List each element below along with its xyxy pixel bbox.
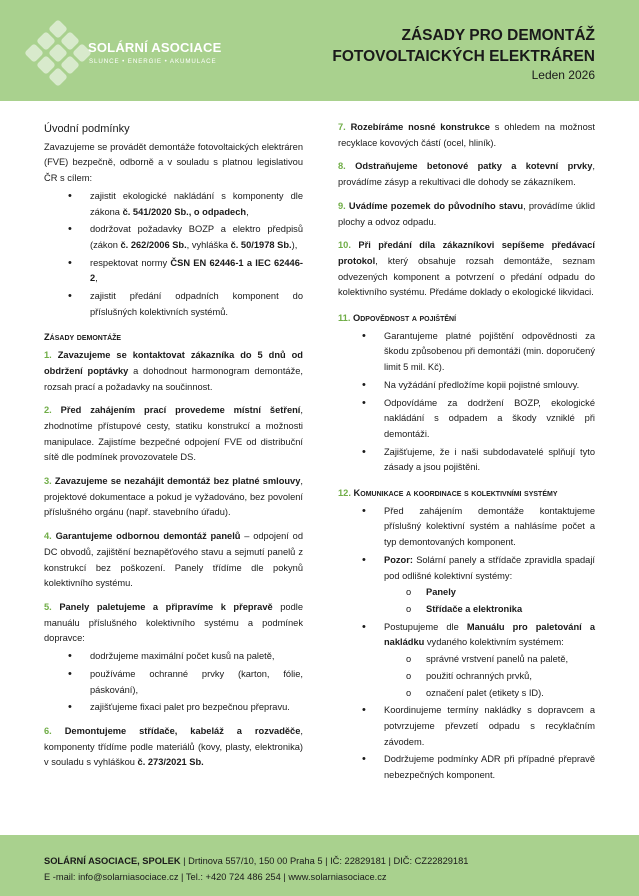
item-5-bullet-1: • dodržujeme maximální počet kusů na paletě, (68, 649, 303, 665)
communication-heading: 12. Komunikace a koordinace s kolektivními systémy (338, 488, 558, 499)
item-2: 2. Před zahájením prací provedeme místní šetření, zhodnotíme přístupové cesty, statiku konstrukcí a možnosti manipulace. Zajistíme bezpečné odpojení FVE od distribuční sítě dle podmínek provozovatele DS. (44, 405, 303, 463)
document-date: Leden 2026 (531, 68, 595, 82)
brand-tagline: SLUNCE • ENERGIE • AKUMULACE (89, 58, 217, 65)
intro-bullet-1: • zajistit ekologické nakládání s komponenty dle zákona č. 541/2020 Sb., o odpadech, (68, 189, 303, 220)
communication-bullet-4: • Koordinujeme termíny nakládky s dopravcem a potvrzujeme převzetí odpadu s recyklačním závodem. (362, 703, 595, 750)
right-column (338, 120, 595, 786)
item-10: 10. Při předání díla zákazníkovi sepíšeme předávací protokol, který obsahuje rozsah demontáže, seznam odvezených komponent a potvrzení o předání odpadu do kolektivního systému. Předáme doklady o ekologické likvidaci. (338, 240, 595, 298)
intro-text: Zavazujeme se provádět demontáže fotovoltaických elektráren (FVE) bezpečně, odborně a v souladu s platnou legislativou ČR s cílem: (44, 141, 303, 184)
liability-bullet-3: • Odpovídáme za dodržení BOZP, ekologické nakládání s odpadem a škody vzniklé při demontáži. (362, 396, 595, 443)
intro-bullet-3: • respektovat normy ČSN EN 62446-1 a IEC 62446-2, (68, 256, 303, 287)
item-5-bullet-3: • zajišťujeme fixaci palet pro bezpečnou přepravu. (68, 700, 303, 716)
liability-heading: 11. Odpovědnost a pojištění (338, 313, 457, 324)
item-3: 3. Zavazujeme se nezahájit demontáž bez platné smlouvy, projektové dokumentace a pokud je vyžadováno, bez povolení příslušného orgánu (např. stavebního úřadu). (44, 476, 303, 518)
intro-heading: Úvodní podmínky (44, 123, 130, 135)
item-7: 7. Rozebíráme nosné konstrukce s ohledem na možnost recyklace kovových částí (ocel, hliník). (338, 122, 595, 148)
sub-item-protection: o použití ochranných prvků, (406, 669, 595, 685)
communication-bullet-5: • Dodržujeme podmínky ADR při případné přepravě nebezpečných komponent. (362, 752, 595, 783)
communication-bullet-3: • Postupujeme dle Manuálu pro paletování a nakládku vydaného kolektivním systémem: o správné vrstvení panelů na paletě, o použití ochranných prvků, o označení palet (etikety s ID). (362, 620, 595, 702)
intro-bullet-2: • dodržovat požadavky BOZP a elektro předpisů (zákon č. 262/2006 Sb., vyhláška č. 50/1978 Sb.), (68, 222, 303, 253)
item-4: 4. Garantujeme odbornou demontáž panelů – odpojení od DC obvodů, zajištění beznapěťového stavu a sejmutí panelů z konstrukcí bez poškození. Panely třídíme dle pokynů kolektivního systému. (44, 531, 303, 589)
sub-item-panels: o Panely (406, 585, 595, 601)
brand-name: SOLÁRNÍ ASOCIACE (88, 40, 222, 55)
item-9: 9. Uvádíme pozemek do původního stavu, provádíme úklid plochy a odvoz odpadu. (338, 200, 595, 227)
communication-bullet-1: • Před zahájením demontáže kontaktujeme příslušný kolektivní systém a nahlásíme počet a typ demontovaných komponent. (362, 504, 595, 551)
item-6: 6. Demontujeme střídače, kabeláž a rozvaděče, komponenty třídíme podle materiálů (kovy, plasty, elektronika) v souladu s vyhláškou č. 273/2021 Sb. (44, 725, 303, 768)
intro-bullet-4: • zajistit předání odpadních komponent do příslušných kolektivních systémů. (68, 289, 303, 320)
title-line-1: ZÁSADY PRO DEMONTÁŽ (401, 27, 595, 44)
item-8: 8. Odstraňujeme betonové patky a kotevní prvky, provádíme zásyp a rekultivaci dle dohody se zákazníkem. (338, 161, 595, 188)
sub-item-labels: o označení palet (etikety s ID). (406, 686, 595, 702)
item-1: 1. Zavazujeme se kontaktovat zákazníka do 5 dnů od obdržení poptávky a dohodnout harmonogram demontáže, rozsah prací a požadavky na součinnost. (44, 350, 303, 392)
intro-bullets (68, 189, 303, 321)
liability-bullet-1: • Garantujeme platné pojištění odpovědnosti za škodu způsobenou při demontáži (min. doporučený limit 5 mil. Kč). (362, 329, 595, 376)
item-5: 5. Panely paletujeme a připravíme k přepravě podle manuálu příslušného kolektivního systému a podmínek dopravce: (44, 601, 303, 644)
liability-bullet-4: • Zajišťujeme, že i naši subdodavatelé splňují tyto zásady a jsou pojištěni. (362, 445, 595, 476)
left-column (44, 120, 303, 779)
liability-bullet-2: • Na vyžádání předložíme kopii pojistné smlouvy. (362, 378, 595, 394)
dismantling-heading: Zásady demontáže (44, 332, 122, 343)
liability-bullets (362, 329, 595, 476)
sub-item-inverters: o Střídače a elektronika (406, 602, 595, 618)
item-5-bullet-2: • používáme ochranné prvky (karton, fólie, páskování), (68, 667, 303, 698)
palletizing-list (406, 652, 595, 701)
footer-line-2[interactable]: E -mail: info@solarniasociace.cz | Tel.: +420 724 486 254 | www.solarniasociace.cz (44, 872, 387, 882)
title-line-2: FOTOVOLTAICKÝCH ELEKTRÁREN (332, 48, 595, 65)
footer-line-1: SOLÁRNÍ ASOCIACE, SPOLEK | Drtinova 557/10, 150 00 Praha 5 | IČ: 22829181 | DIČ: CZ22829181 (44, 856, 469, 866)
communication-bullet-2: • Pozor: Solární panely a střídače zpravidla spadají pod odlišné kolektivní systémy: o Panely o Střídače a elektronika (362, 553, 595, 618)
logo-icon (24, 20, 92, 86)
item-5-bullets (68, 649, 303, 716)
collective-systems-list (406, 585, 595, 617)
communication-bullets (362, 504, 595, 784)
document-title (332, 25, 595, 67)
sub-item-layering: o správné vrstvení panelů na paletě, (406, 652, 595, 668)
